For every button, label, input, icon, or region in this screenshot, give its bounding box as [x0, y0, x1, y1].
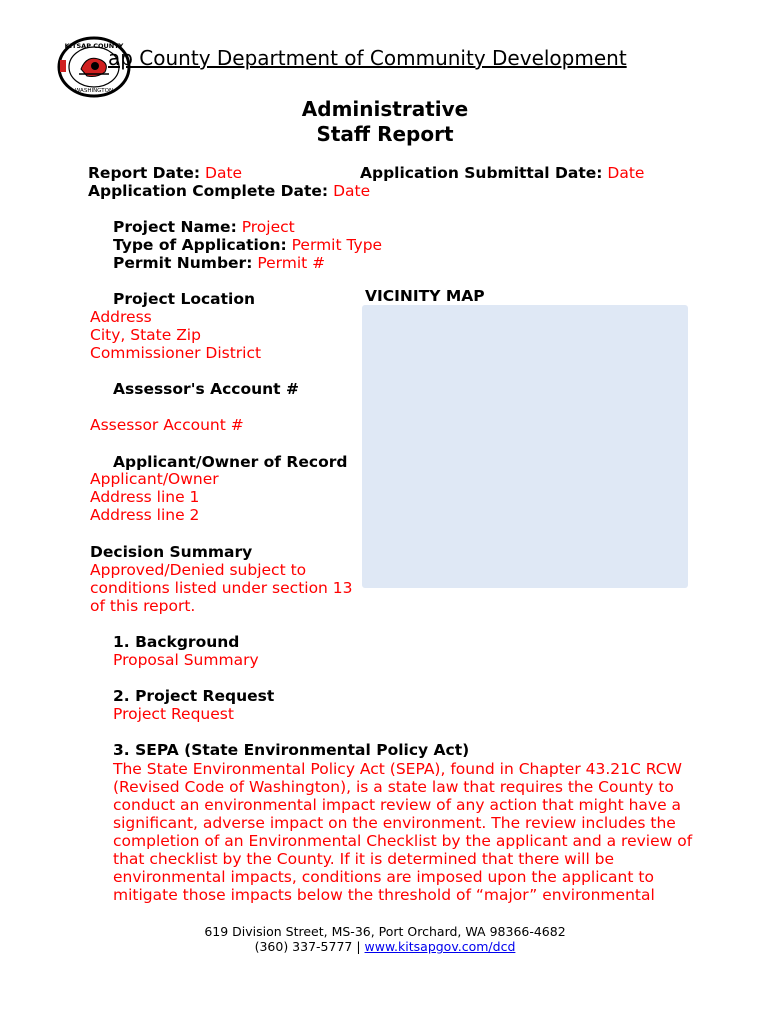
- project-name-value: Project: [241, 218, 295, 236]
- complete-date: [88, 182, 370, 200]
- sepa-heading: 3. SEPA (State Environmental Policy Act): [113, 741, 470, 759]
- location-city: City, State Zip: [90, 326, 201, 344]
- application-type: [113, 236, 382, 254]
- assessor-heading: Assessor's Account #: [113, 380, 299, 398]
- assessor-value: Assessor Account #: [90, 416, 244, 434]
- background-heading: 1. Background: [113, 633, 240, 651]
- project-location-heading: Project Location: [113, 290, 256, 308]
- permit-number-label: Permit Number:: [113, 254, 253, 272]
- project-name-label: Project Name:: [113, 218, 237, 236]
- decision-line1: Approved/Denied subject to: [90, 561, 307, 579]
- application-type-label: Type of Application:: [113, 236, 287, 254]
- report-title-line1: Administrative: [301, 97, 469, 121]
- submittal-date-value: Date: [607, 164, 645, 182]
- report-date-label: Report Date:: [88, 164, 201, 182]
- decision-line3: of this report.: [90, 597, 196, 615]
- decision-line2: conditions listed under section 13: [90, 579, 353, 597]
- applicant-address1: Address line 1: [90, 488, 200, 506]
- report-date: [88, 164, 242, 182]
- project-name: [113, 218, 295, 236]
- department-title: ap County Department of Community Development: [108, 46, 627, 70]
- applicant-heading: Applicant/Owner of Record: [113, 453, 348, 471]
- project-request-text: Project Request: [113, 705, 234, 723]
- project-request-heading: 2. Project Request: [113, 687, 275, 705]
- applicant-name: Applicant/Owner: [90, 470, 219, 488]
- submittal-date-label: Application Submittal Date:: [360, 164, 603, 182]
- footer-phone: (360) 337-5777 |: [254, 939, 361, 954]
- seal-top-text: KITSAP COUNTY: [64, 42, 124, 50]
- vicinity-map-placeholder: [362, 305, 688, 588]
- complete-date-label: Application Complete Date:: [88, 182, 329, 200]
- permit-number-value: Permit #: [257, 254, 326, 272]
- decision-heading: Decision Summary: [90, 543, 253, 561]
- application-type-value: Permit Type: [291, 236, 383, 254]
- location-district: Commissioner District: [90, 344, 262, 362]
- footer-address: 619 Division Street, MS-36, Port Orchard, WA 98366-4682: [204, 924, 566, 939]
- sepa-paragraph: The State Environmental Policy Act (SEPA), found in Chapter 43.21C RCW (Revised Code of Washington), is a state law that requires the County to conduct an environmental impact review of any action that might have a significant, adverse impact on the environment. The review includes the completion of an Environmental Checklist by the applicant and a review of that checklist by the County. If it is determined that there will be environmental impacts, conditions are imposed upon the applicant to mitigate those impacts below the threshold of “major” environmental: [113, 760, 693, 904]
- footer-contact: [0, 939, 770, 954]
- applicant-address2: Address line 2: [90, 506, 200, 524]
- permit-number: [113, 254, 325, 272]
- report-date-value: Date: [205, 164, 243, 182]
- footer-website-link[interactable]: www.kitsapgov.com/dcd: [364, 939, 516, 954]
- location-address: Address: [90, 308, 152, 326]
- report-title-line2: Staff Report: [316, 122, 454, 146]
- background-text: Proposal Summary: [113, 651, 259, 669]
- vicinity-map-heading: VICINITY MAP: [365, 287, 485, 305]
- submittal-date: [360, 164, 644, 182]
- complete-date-value: Date: [333, 182, 371, 200]
- seal-bottom-text: WASHINGTON: [74, 88, 114, 94]
